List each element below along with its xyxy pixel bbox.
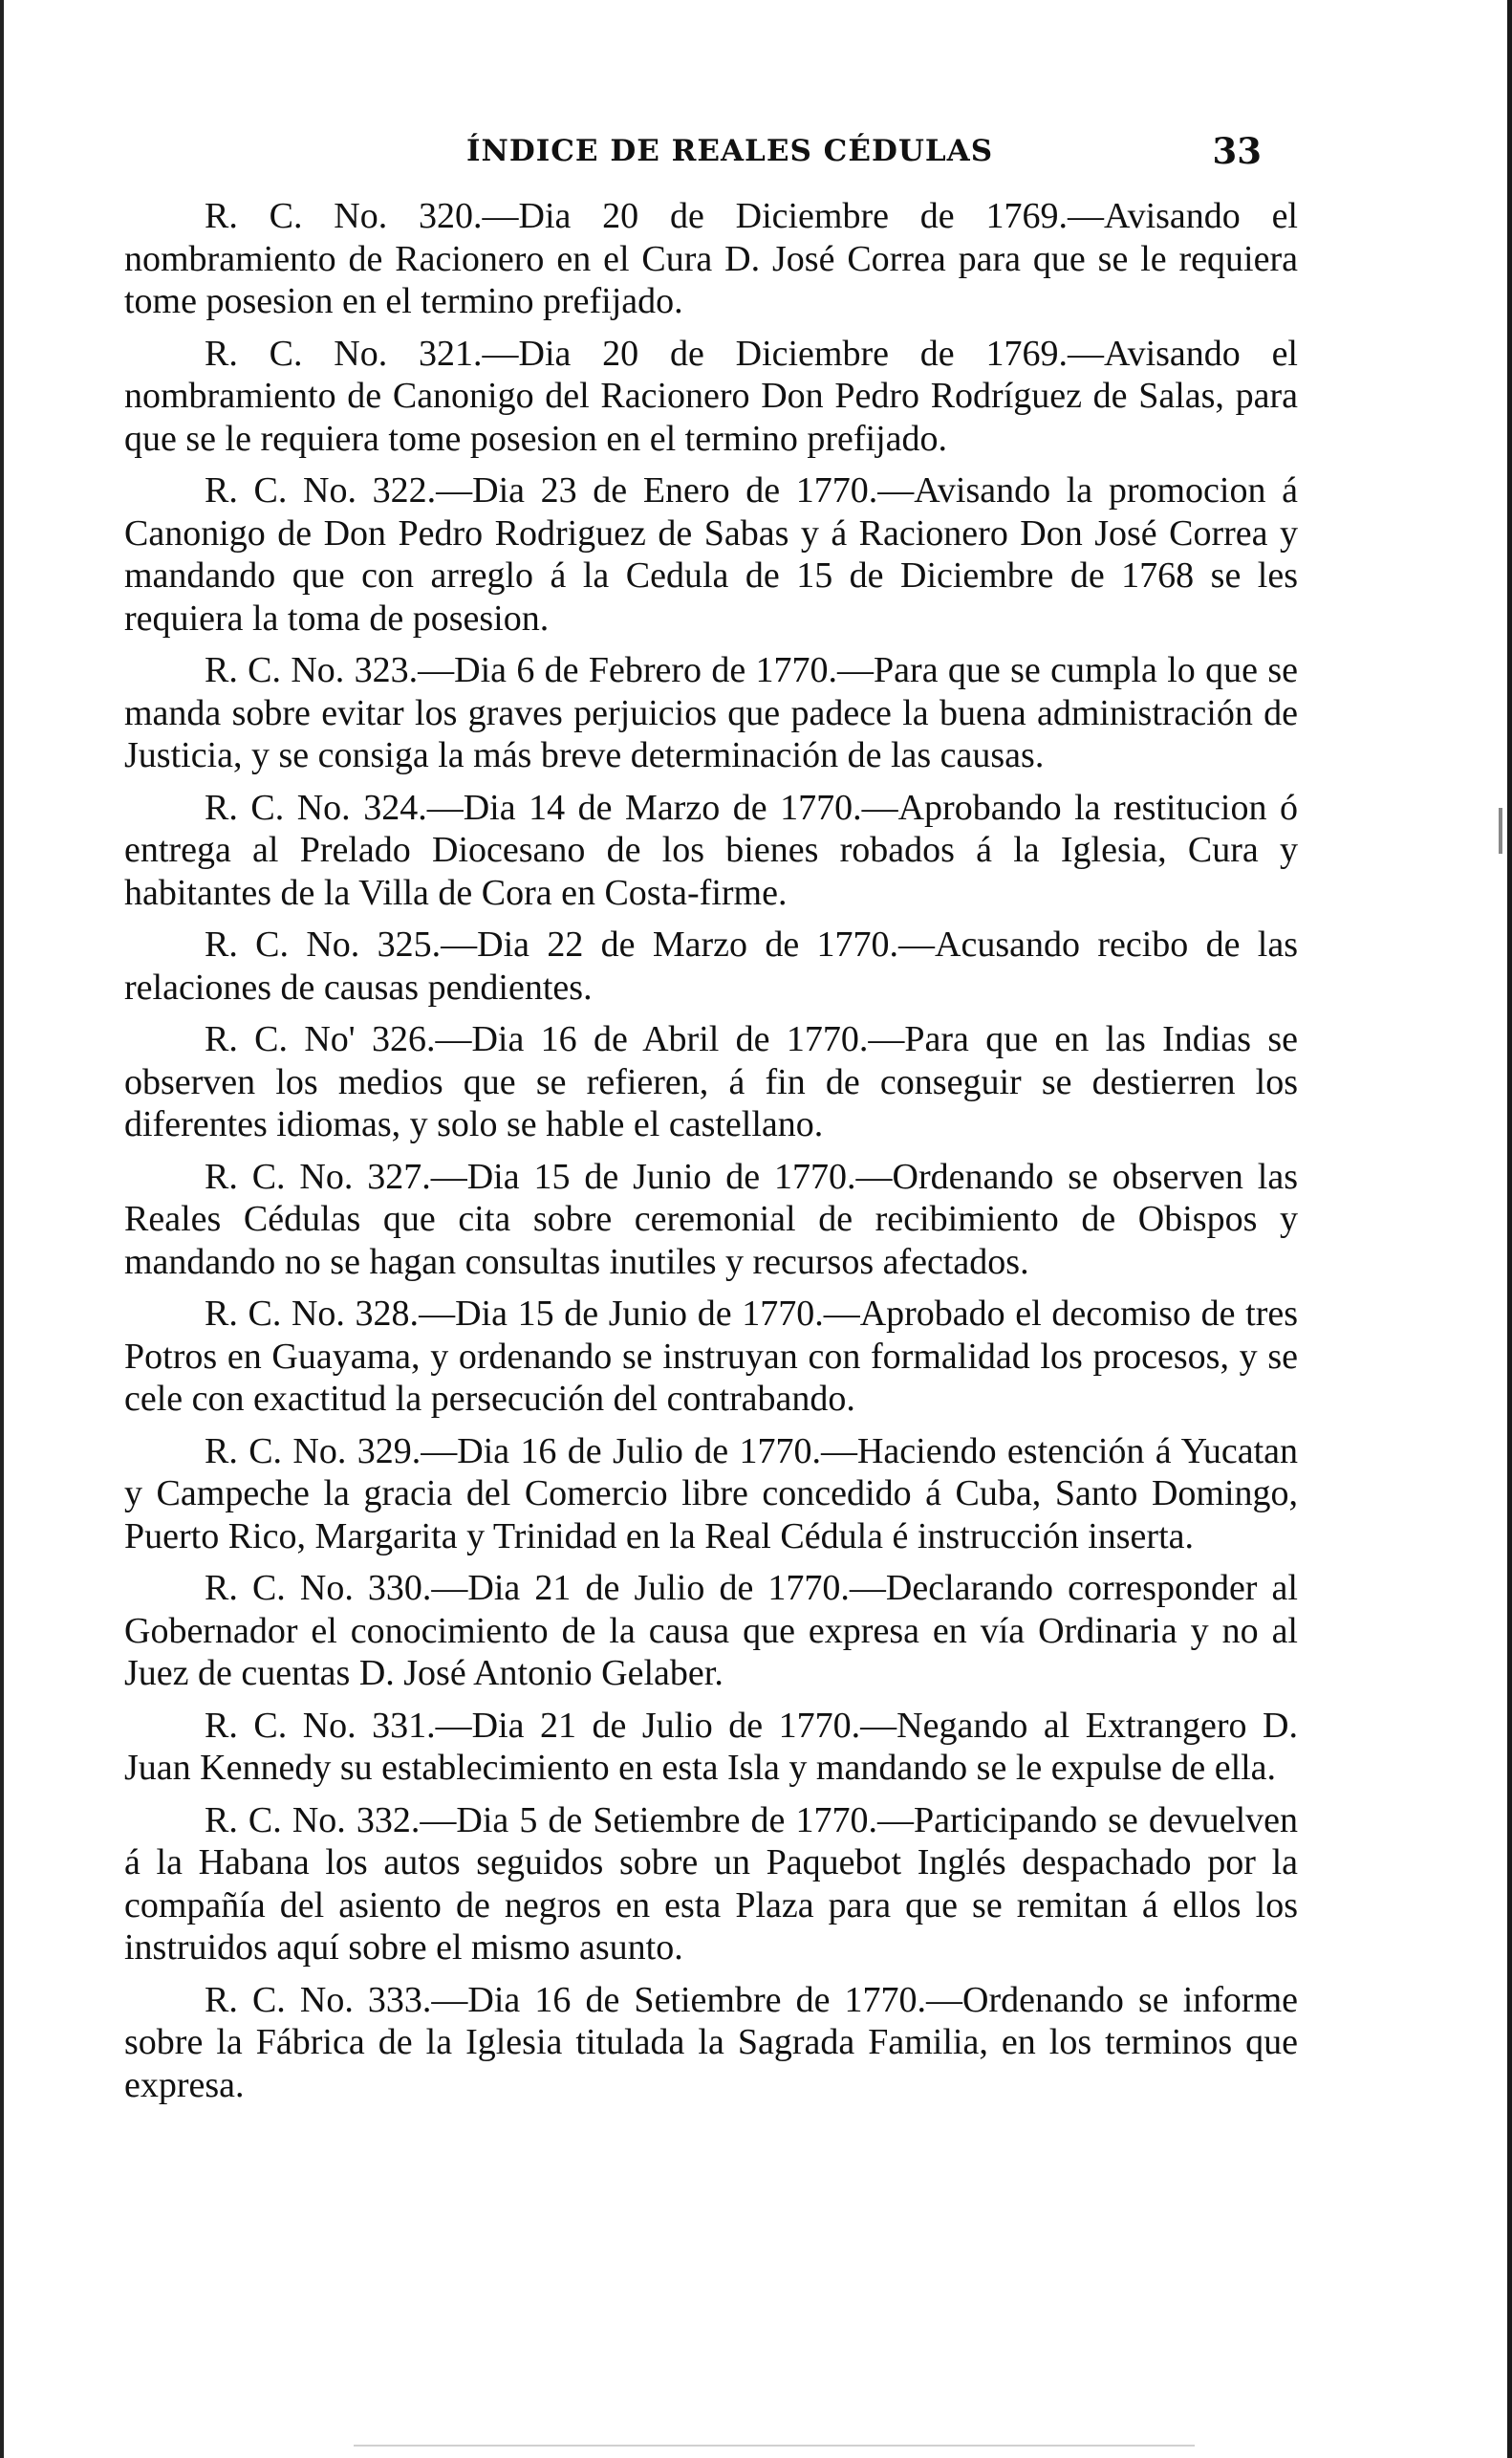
cedula-description: —Dia 20 de Diciembre de 1769.—Avisando el nombramiento de Racionero en el Cura D. José Correa para que se le requiera tome posesion en el termino prefijado. xyxy=(124,196,1298,321)
page-right-edge xyxy=(1507,0,1512,2458)
cedula-entry xyxy=(124,195,1298,323)
cedula-entry xyxy=(124,1018,1298,1146)
cedula-description: —Dia 15 de Junio de 1770.—Ordenando se observen las Reales Cédulas que cita sobre ceremonial de recibimiento de Obispos y mandando no se hagan consultas inutiles y recursos afectados. xyxy=(124,1156,1298,1282)
cedula-description: —Dia 16 de Abril de 1770.—Para que en las Indias se observen los medios que se refieren, á fin de conseguir se destierren los diferentes idiomas, y solo se hable el castellano. xyxy=(124,1019,1299,1144)
cedula-number: R. C. No' 326. xyxy=(205,1019,436,1059)
cedula-number: R. C. No. 323. xyxy=(205,650,419,690)
page-left-edge xyxy=(0,0,4,2458)
cedula-number: R. C. No. 332. xyxy=(205,1799,421,1840)
cedula-number: R. C. No. 330. xyxy=(205,1568,432,1608)
cedula-entry xyxy=(124,649,1298,777)
cedula-entry xyxy=(124,333,1298,461)
cedula-entry xyxy=(124,1799,1298,1969)
cedula-entry xyxy=(124,787,1298,915)
cedula-description: —Dia 21 de Julio de 1770.—Declarando corresponder al Gobernador el conocimiento de la causa que expresa en vía Ordinaria y no al Juez de cuentas D. José Antonio Gelaber. xyxy=(124,1568,1298,1693)
cedula-number: R. C. No. 327. xyxy=(205,1156,431,1197)
cedula-entry xyxy=(124,1979,1298,2107)
cedula-description: —Dia 21 de Julio de 1770.—Negando al Extrangero D. Juan Kennedy su establecimiento en esta Isla y mandando se le expulse de ella. xyxy=(124,1705,1298,1788)
cedula-entry xyxy=(124,469,1298,640)
cedula-description: —Dia 6 de Febrero de 1770.—Para que se cumpla lo que se manda sobre evitar los graves perjuicios que padece la buena administración de Justicia, y se consiga la más breve determinación de las causas. xyxy=(124,650,1298,775)
cedula-description: —Dia 22 de Marzo de 1770.—Acusando recibo de las relaciones de causas pendientes. xyxy=(124,924,1298,1008)
cedula-entry xyxy=(124,1705,1298,1790)
cedula-number: R. C. No. 325. xyxy=(205,924,442,965)
cedula-number: R. C. No. 324. xyxy=(205,787,427,828)
cedula-entry xyxy=(124,1293,1298,1421)
cedula-number: R. C. No. 322. xyxy=(205,470,437,511)
cedula-number: R. C. No. 333. xyxy=(205,1979,432,2020)
page-number: 33 xyxy=(1212,130,1262,172)
cedula-entry xyxy=(124,1567,1298,1695)
bottom-rule xyxy=(354,2445,1195,2447)
cedula-entry xyxy=(124,924,1298,1009)
cedula-description: —Dia 16 de Julio de 1770.—Haciendo estención á Yucatan y Campeche la gracia del Comercio libre concedido á Cuba, Santo Domingo, Puerto Rico, Margarita y Trinidad en la Real Cédula é instrucción inserta. xyxy=(124,1430,1298,1556)
cedula-description: —Dia 23 de Enero de 1770.—Avisando la promocion á Canonigo de Don Pedro Rodriguez de Sabas y á Racionero Don José Correa y mandando que con arreglo á la Cedula de 15 de Diciembre de 1768 se les requiera la toma de posesion. xyxy=(124,470,1298,639)
cedula-number: R. C. No. 320. xyxy=(205,196,483,236)
cedula-description: —Dia 5 de Setiembre de 1770.—Participando se devuelven á la Habana los autos seguidos sobre un Paquebot Inglés despachado por la compañía del asiento de negros en esta Plaza para que se remitan á ellos los instruidos aquí sobre el mismo asunto. xyxy=(124,1799,1298,1968)
cedula-description: —Dia 15 de Junio de 1770.—Aprobado el decomiso de tres Potros en Guayama, y ordenando se instruyan con formalidad los procesos, y se cele con exactitud la persecución del contrabando. xyxy=(124,1294,1299,1419)
cedula-number: R. C. No. 328. xyxy=(205,1294,420,1334)
running-title: ÍNDICE DE REALES CÉDULAS xyxy=(466,134,994,168)
cedula-description: —Dia 14 de Marzo de 1770.—Aprobando la restitucion ó entrega al Prelado Diocesano de los bienes robados á la Iglesia, Cura y habitantes de la Villa de Cora en Costa-firme. xyxy=(124,787,1298,913)
cedula-number: R. C. No. 329. xyxy=(205,1430,421,1471)
cedula-number: R. C. No. 321. xyxy=(205,333,483,374)
page-header xyxy=(124,130,1262,182)
cedula-number: R. C. No. 331. xyxy=(205,1705,436,1746)
cedula-description: —Dia 20 de Diciembre de 1769.—Avisando el nombramiento de Canonigo del Racionero Don Pedro Rodríguez de Salas, para que se le requiera tome posesion en el termino prefijado. xyxy=(124,333,1298,459)
cedula-entry xyxy=(124,1156,1298,1284)
cedula-entry xyxy=(124,1430,1298,1558)
cedula-index-list xyxy=(124,195,1298,2116)
cedula-description: —Dia 16 de Setiembre de 1770.—Ordenando se informe sobre la Fábrica de la Iglesia titulada la Sagrada Familia, en los terminos que expresa. xyxy=(124,1979,1298,2105)
page-edge-mark xyxy=(1499,808,1502,854)
